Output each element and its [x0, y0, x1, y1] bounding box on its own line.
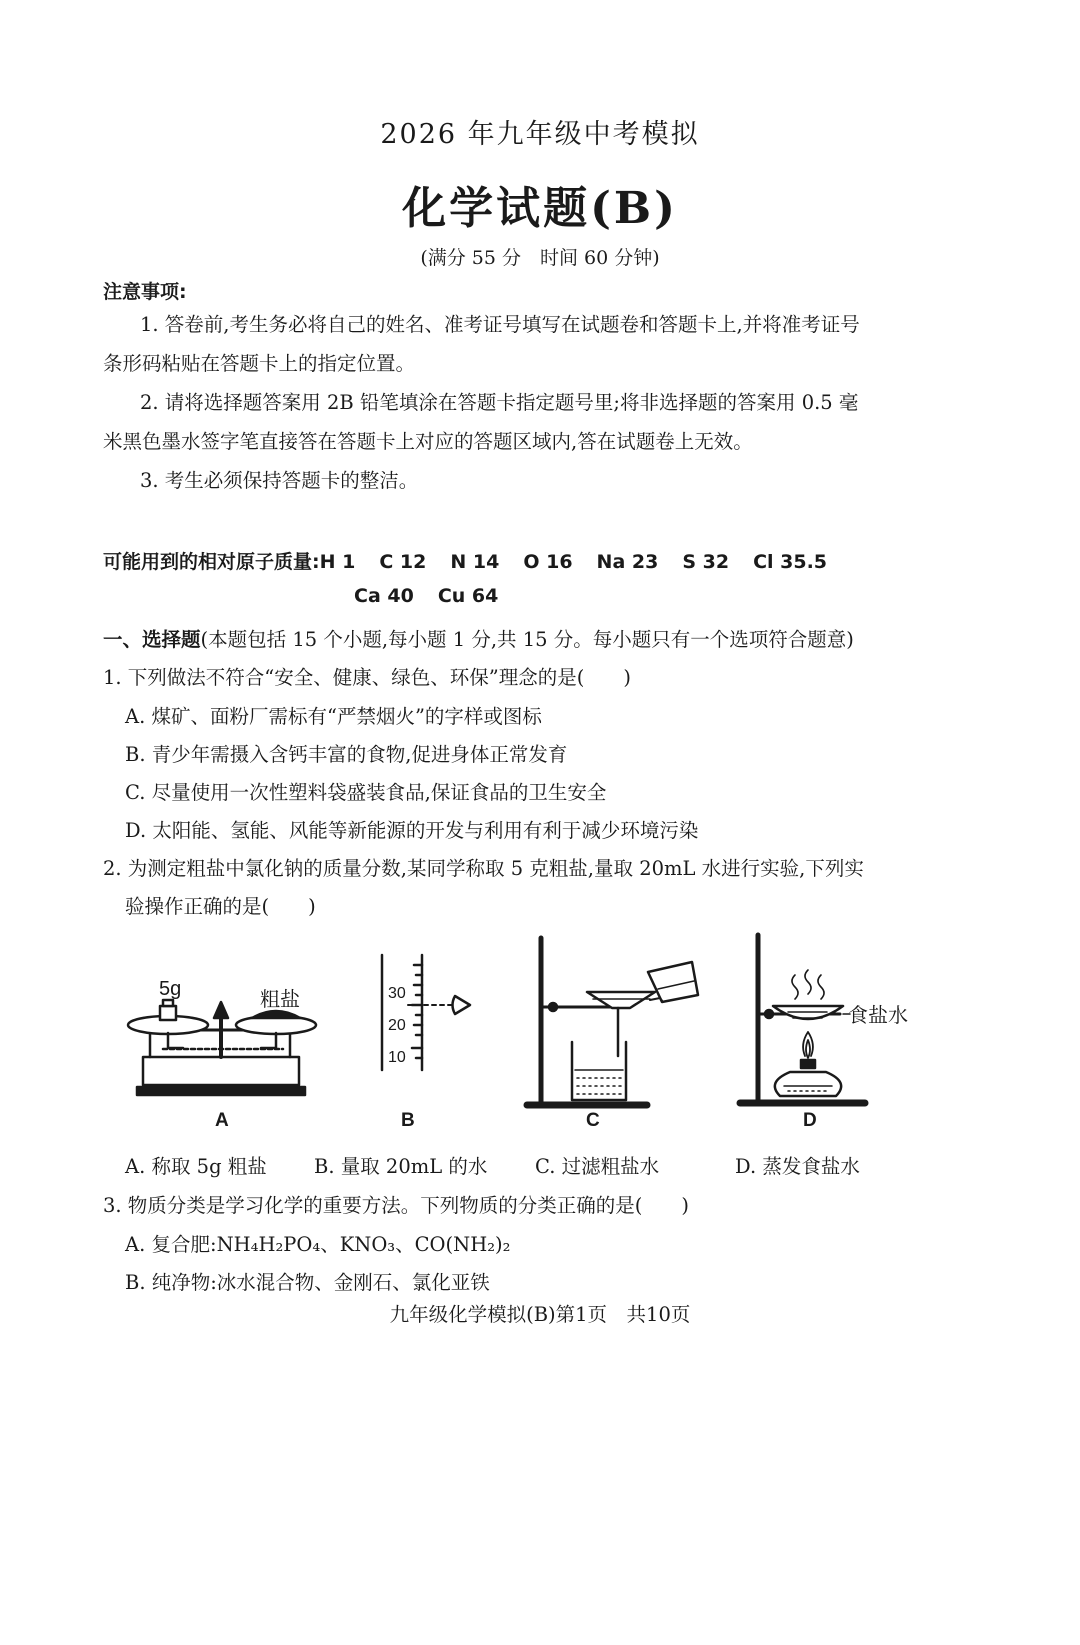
notice-item-3: 3. 考生必须保持答题卡的整洁。 [140, 469, 419, 492]
filtration-figure [527, 938, 698, 1105]
dish-label: 食盐水 [848, 1005, 908, 1027]
atomic-mass-label: 可能用到的相对原子质量: [103, 551, 320, 573]
evaporation-figure [740, 935, 865, 1103]
question-3-stem: 3. 物质分类是学习化学的重要方法。下列物质的分类正确的是( ) [103, 1194, 690, 1217]
atomic-mass-line-2 [354, 585, 522, 607]
question-2-option-d: D. 蒸发食盐水 [735, 1155, 860, 1178]
question-1-option-a: A. 煤矿、面粉厂需标有“严禁烟火”的字样或图标 [125, 705, 542, 728]
question-1-option-b: B. 青少年需摄入含钙丰富的食物,促进身体正常发育 [125, 743, 568, 766]
exam-meta: (满分 55 分 时间 60 分钟) [420, 247, 660, 269]
question-3-option-a [125, 1229, 510, 1257]
balance-scale-figure [128, 1000, 316, 1095]
cylinder-tick-10: 10 [388, 1049, 406, 1066]
atomic-mass-o: O 16 [523, 551, 573, 573]
section-heading [103, 624, 854, 652]
question-1-option-d: D. 太阳能、氢能、风能等新能源的开发与利用有利于减少环境污染 [125, 819, 699, 842]
question-2-stem-line-2: 验操作正确的是( ) [125, 895, 316, 918]
figure-label-c: C [586, 1110, 600, 1131]
notice-heading: 注意事项: [103, 281, 187, 303]
question-2-stem-line-1: 2. 为测定粗盐中氯化钠的质量分数,某同学称取 5 克粗盐,量取 20mL 水进行实验,下列实 [103, 857, 864, 880]
balance-left-label: 5g [159, 978, 182, 1000]
figure-label-a: A [215, 1110, 229, 1131]
exam-subtitle: 2026 年九年级中考模拟 [380, 119, 700, 150]
atomic-mass-ca: Ca 40 [354, 585, 414, 607]
question-3-option-a-formula: NH₄H₂PO₄、KNO₃、CO(NH₂)₂ [216, 1233, 511, 1256]
notice-item-1-line-1: 1. 答卷前,考生务必将自己的姓名、准考证号填写在试题卷和答题卡上,并将准考证号 [140, 313, 860, 336]
question-1-option-c: C. 尽量使用一次性塑料袋盛装食品,保证食品的卫生安全 [125, 781, 607, 804]
section-note: (本题包括 15 个小题,每小题 1 分,共 15 分。每小题只有一个选项符合题意) [200, 628, 854, 651]
atomic-mass-s: S 32 [682, 551, 730, 573]
page-footer: 九年级化学模拟(B)第1页 共10页 [389, 1303, 691, 1326]
cylinder-tick-20: 20 [388, 1017, 406, 1034]
section-title: 一、选择题 [103, 628, 201, 651]
question-2-option-b: B. 量取 20mL 的水 [314, 1155, 488, 1178]
notice-item-2-line-1: 2. 请将选择题答案用 2B 铅笔填涂在答题卡指定题号里;将非选择题的答案用 0.5 毫 [140, 391, 859, 414]
question-1-stem: 1. 下列做法不符合“安全、健康、绿色、环保”理念的是( ) [103, 666, 631, 689]
atomic-mass-cl: Cl 35.5 [753, 551, 828, 573]
atomic-mass-c: C 12 [379, 551, 427, 573]
atomic-mass-na: Na 23 [596, 551, 659, 573]
notice-item-1-line-2: 条形码粘贴在答题卡上的指定位置。 [103, 352, 416, 375]
atomic-mass-cu: Cu 64 [437, 585, 499, 607]
question-2-figures [0, 920, 1080, 1170]
figure-label-b: B [401, 1110, 415, 1131]
figure-label-d: D [803, 1110, 817, 1131]
question-3-option-a-prefix: A. 复合肥: [125, 1233, 217, 1256]
question-2-option-c: C. 过滤粗盐水 [535, 1155, 660, 1178]
exam-title: 化学试题(B) [402, 183, 678, 234]
question-2-option-a: A. 称取 5g 粗盐 [125, 1155, 267, 1178]
notice-item-2-line-2: 米黑色墨水签字笔直接答在答题卡上对应的答题区域内,答在试题卷上无效。 [103, 430, 753, 453]
question-3-option-b: B. 纯净物:冰水混合物、金刚石、氯化亚铁 [125, 1271, 490, 1294]
balance-right-label: 粗盐 [260, 989, 300, 1011]
cylinder-tick-30: 30 [388, 985, 406, 1002]
atomic-mass-h: H 1 [319, 551, 356, 573]
atomic-mass-line [103, 547, 851, 574]
atomic-mass-n: N 14 [450, 551, 500, 573]
